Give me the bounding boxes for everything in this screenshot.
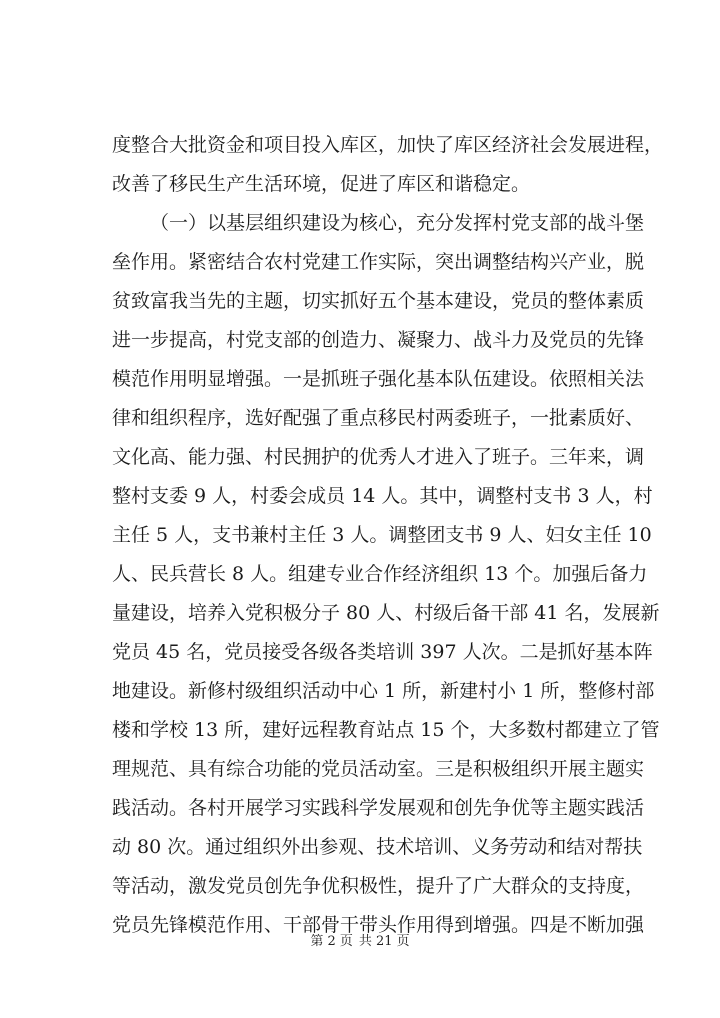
text-line: 践活动。各村开展学习实践科学发展观和创先争优等主题实践活 [112,797,645,819]
page-total: 共 21 页 [358,934,410,949]
text-line: 律和组织程序，选好配强了重点移民村两委班子，一批素质好、 [112,407,645,429]
page-number: 第 2 页 [310,934,353,949]
text-line: 文化高、能力强、村民拥护的优秀人才进入了班子。三年来，调 [112,446,645,468]
text-line: 主任 5 人，支书兼村主任 3 人。调整团支书 9 人、妇女主任 10 [112,524,652,546]
paragraph-start-line: （一）以基层组织建设为核心，充分发挥村党支部的战斗堡 [150,212,645,234]
text-line: 度整合大批资金和项目投入库区，加快了库区经济社会发展进程， [112,134,664,156]
text-line: 贫致富我当先的主题，切实抓好五个基本建设，党员的整体素质 [112,290,645,312]
text-line: 理规范、具有综合功能的党员活动室。三是积极组织开展主题实 [112,758,645,780]
text-line: 党员 45 名，党员接受各级各类培训 397 人次。二是抓好基本阵 [112,641,653,663]
text-line: 人、民兵营长 8 人。组建专业合作经济组织 13 个。加强后备力 [112,563,648,585]
text-line: 地建设。新修村级组织活动中心 1 所，新建村小 1 所，整修村部 [112,680,655,702]
text-line: 进一步提高，村党支部的创造力、凝聚力、战斗力及党员的先锋 [112,329,645,351]
text-line: 改善了移民生产生活环境，促进了库区和谐稳定。 [112,173,531,195]
text-line: 动 80 次。通过组织外出参观、技术培训、义务劳动和结对帮扶 [112,836,643,858]
text-line: 模范作用明显增强。一是抓班子强化基本队伍建设。依照相关法 [112,368,645,390]
text-line: 整村支委 9 人，村委会成员 14 人。其中，调整村支书 3 人，村 [112,485,653,507]
text-line: 党员先锋模范作用、干部骨干带头作用得到增强。四是不断加强 [112,914,645,936]
text-line: 楼和学校 13 所，建好远程教育站点 15 个，大多数村都建立了管 [112,719,660,741]
text-line: 量建设，培养入党积极分子 80 人、村级后备干部 41 名，发展新 [112,602,660,624]
page-footer [0,932,720,952]
text-line: 等活动，激发党员创先争优积极性，提升了广大群众的支持度， [112,875,645,897]
text-line: 垒作用。紧密结合农村党建工作实际，突出调整结构兴产业，脱 [112,251,645,273]
